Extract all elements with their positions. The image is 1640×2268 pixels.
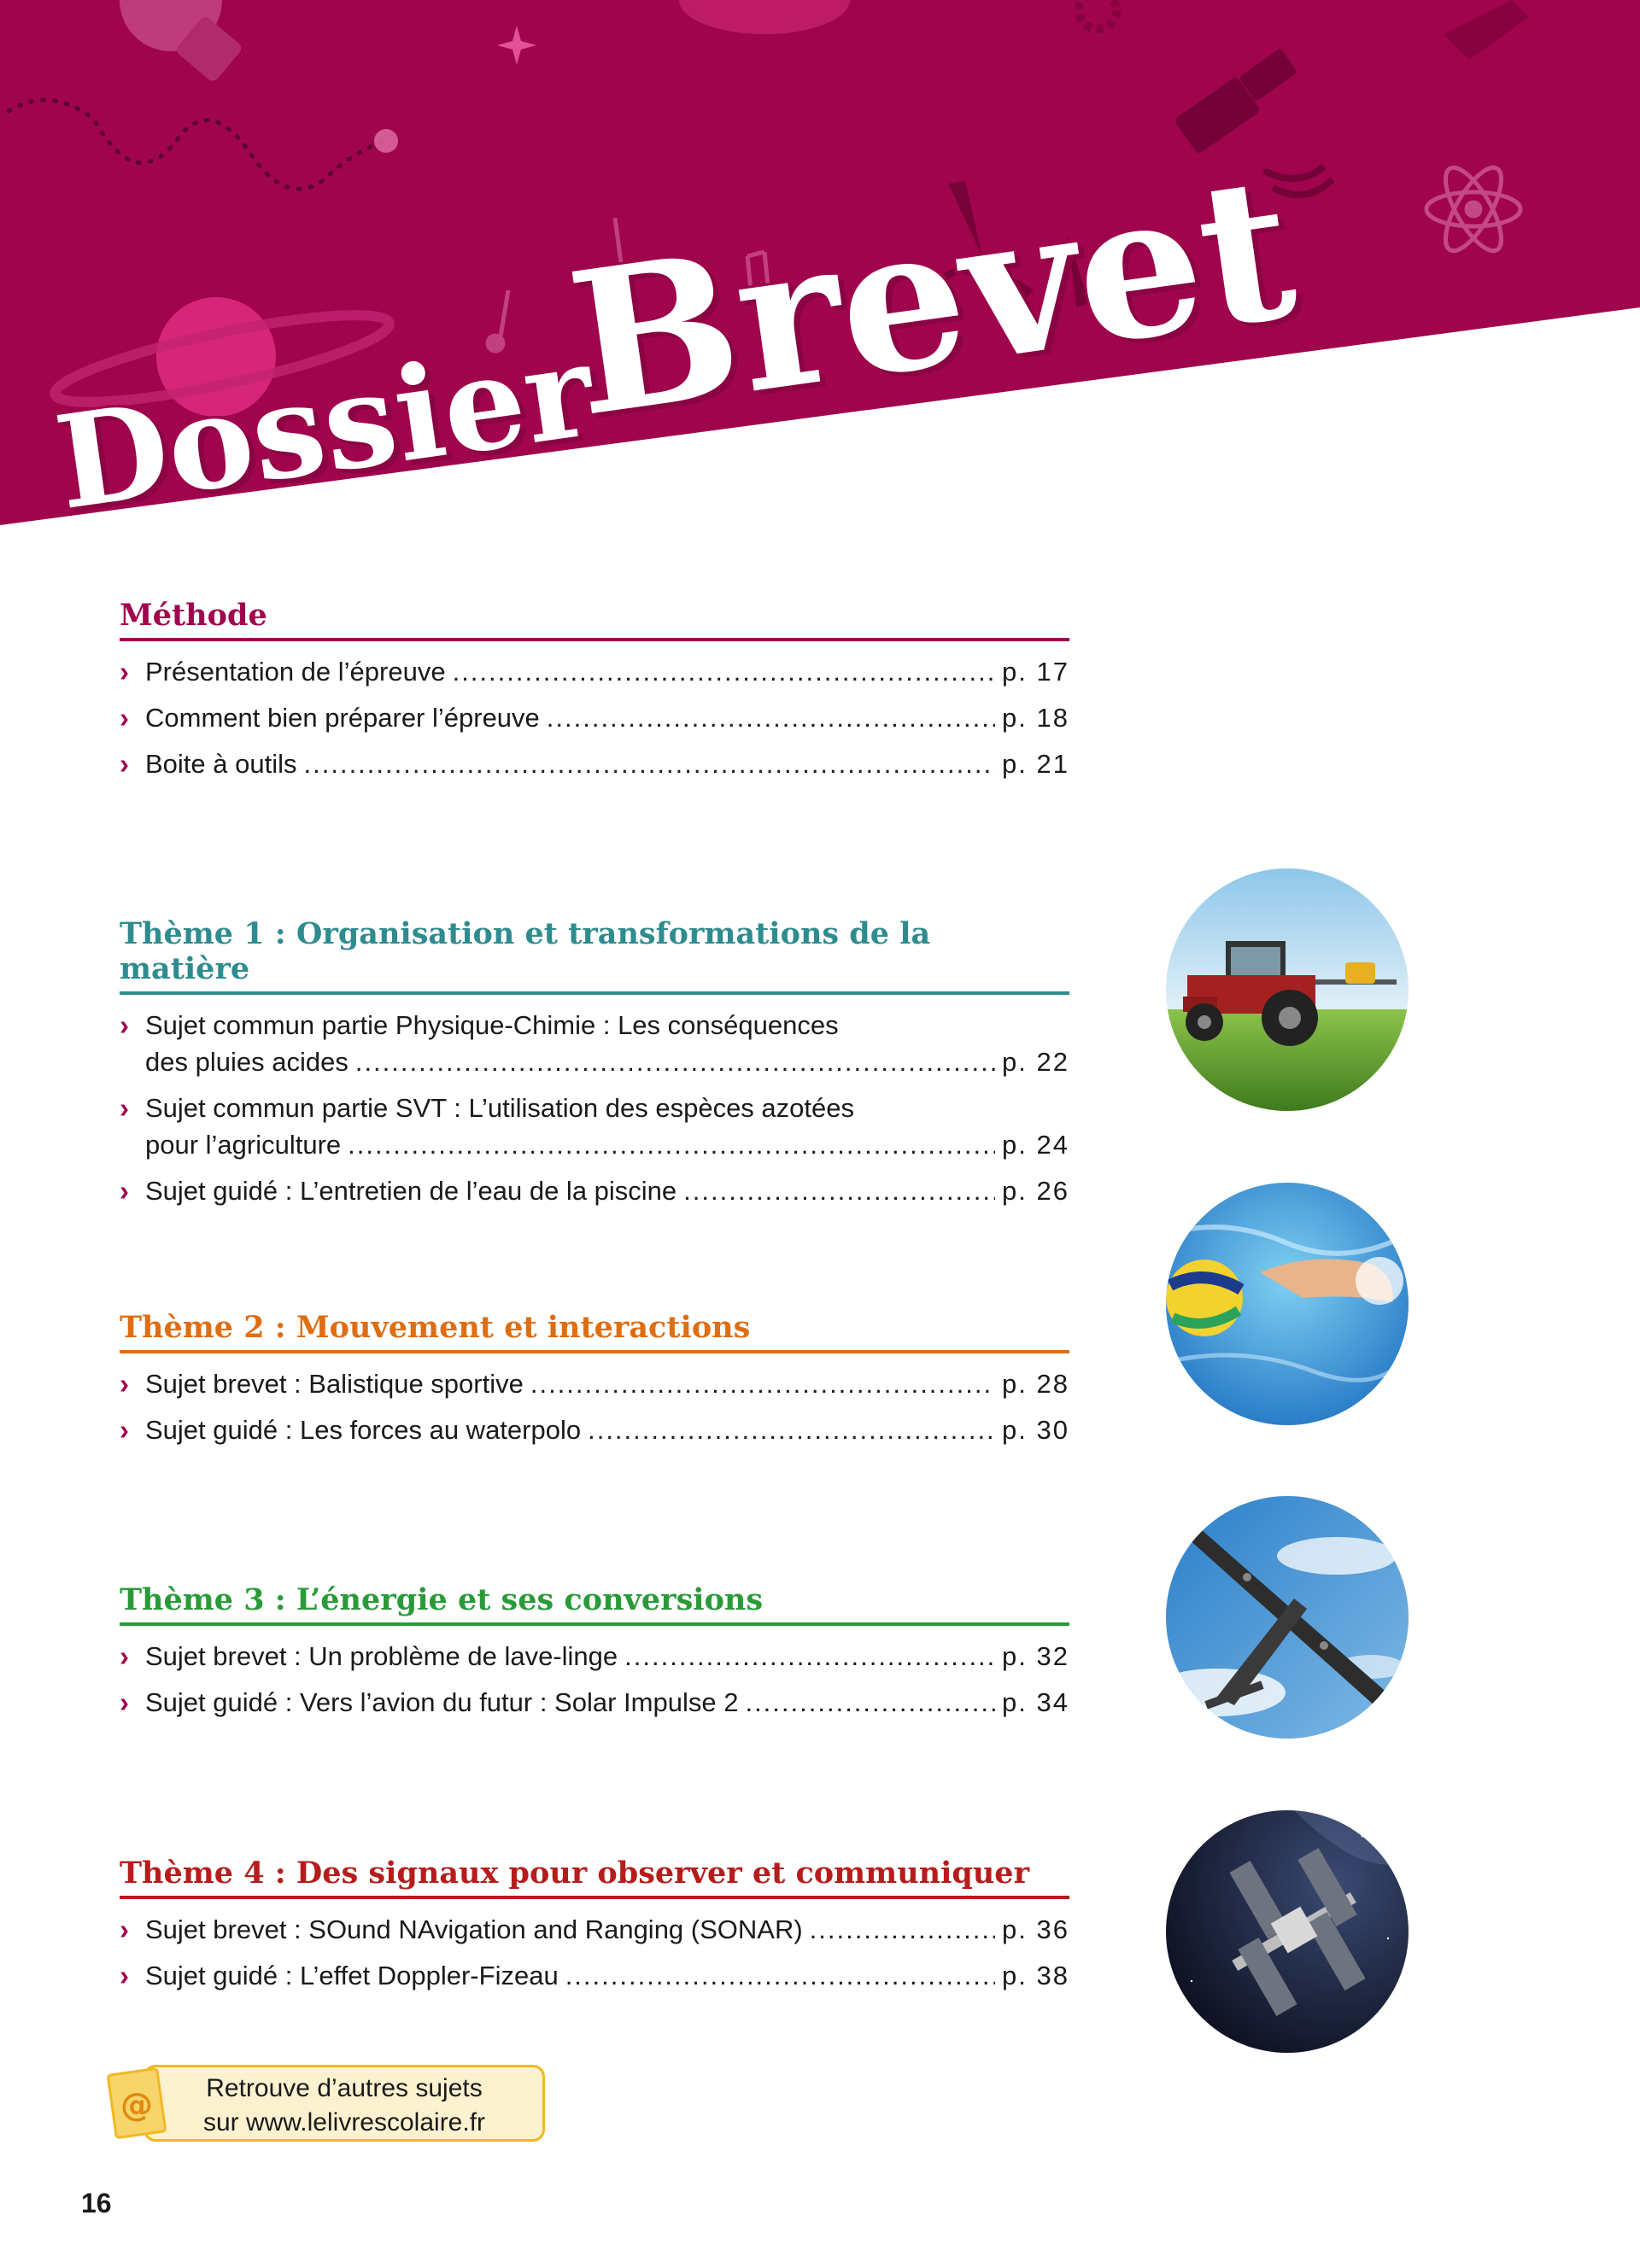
section-theme-4	[120, 1856, 1069, 2003]
section-theme-1	[120, 916, 1069, 1219]
callout-line-1: Retrouve d’autres sujets	[206, 2074, 483, 2102]
section-methode	[120, 598, 1069, 792]
page-ref: p. 21	[1002, 749, 1069, 779]
toc-entry: › Sujet brevet : SOund NAvigation and Ranging (SONAR) ..... p. 36	[120, 1911, 1069, 1948]
toc-entry: › Sujet guidé : L’effet Doppler-Fizeau ..... p. 38	[120, 1957, 1069, 1994]
chevron-right-icon: ›	[120, 1414, 129, 1446]
page-ref: p. 34	[1002, 1687, 1069, 1717]
page-ref: p. 30	[1002, 1415, 1069, 1445]
header-banner	[0, 0, 1640, 598]
page-ref: p. 28	[1002, 1369, 1069, 1399]
chevron-right-icon: ›	[120, 748, 129, 780]
page-ref: p. 24	[1002, 1130, 1069, 1160]
toc-entry: › Sujet guidé : Vers l’avion du futur : Solar Impulse 2 ..... p. 34	[120, 1684, 1069, 1721]
chevron-right-icon: ›	[120, 1640, 129, 1672]
section-title: Méthode	[120, 598, 267, 633]
section-rule	[120, 1350, 1069, 1353]
chevron-right-icon: ›	[120, 1914, 129, 1945]
section-title: Thème 4 : Des signaux pour observer et communiquer	[120, 1856, 1030, 1891]
toc-entry: › Sujet commun partie SVT : L’utilisation des espèces azotées pour l’agriculture ..... p. 24	[120, 1090, 1069, 1163]
section-rule	[120, 638, 1069, 641]
svg-text:@: @	[120, 2086, 153, 2124]
chevron-right-icon: ›	[120, 1092, 129, 1124]
chevron-right-icon: ›	[120, 1009, 129, 1041]
chevron-right-icon: ›	[120, 702, 129, 734]
section-theme-2	[120, 1310, 1069, 1458]
toc-entry: › Sujet brevet : Balistique sportive ..... p. 28	[120, 1365, 1069, 1402]
toc-entry: › Sujet brevet : Un problème de lave-linge ..... p. 32	[120, 1638, 1069, 1675]
page-ref: p. 22	[1002, 1047, 1069, 1077]
toc-entry: › Sujet commun partie Physique-Chimie : Les conséquences des pluies acides ..... p. 22	[120, 1007, 1069, 1080]
toc-entry: › Présentation de l’épreuve ..... p. 17	[120, 653, 1069, 690]
page-ref: p. 18	[1002, 703, 1069, 733]
section-theme-3	[120, 1582, 1069, 1730]
chevron-right-icon: ›	[120, 1686, 129, 1718]
title-dossier: Dossier	[47, 314, 602, 539]
page-ref: p. 26	[1002, 1176, 1069, 1206]
space-station-photo	[1166, 1810, 1409, 2053]
section-title: Thème 1 : Organisation et transformations de la matière	[120, 916, 931, 986]
section-title: Thème 3 : L’énergie et ses conversions	[120, 1582, 764, 1617]
at-sign-icon	[107, 2066, 167, 2140]
page-ref: p. 32	[1002, 1641, 1069, 1671]
title-brevet: Brevet	[557, 132, 1307, 461]
toc-entry: › Comment bien préparer l’épreuve ..... p. 18	[120, 699, 1069, 736]
toc-entry: › Sujet guidé : L’entretien de l’eau de la piscine ..... p. 26	[120, 1172, 1069, 1209]
tractor-photo	[1166, 868, 1409, 1111]
section-title: Thème 2 : Mouvement et interactions	[120, 1310, 751, 1345]
section-rule	[120, 1896, 1069, 1899]
page-ref: p. 17	[1002, 657, 1069, 687]
callout-line-2: sur www.lelivrescolaire.fr	[202, 2108, 486, 2136]
chevron-right-icon: ›	[120, 1960, 129, 1991]
page-number: 16	[81, 2188, 112, 2218]
section-rule	[120, 1622, 1069, 1626]
waterpolo-photo	[1166, 1183, 1409, 1425]
page-ref: p. 36	[1002, 1914, 1069, 1944]
chevron-right-icon: ›	[120, 656, 129, 687]
website-callout	[144, 2065, 545, 2142]
page-ref: p. 38	[1002, 1961, 1069, 1990]
solar-plane-photo	[1166, 1496, 1409, 1739]
chevron-right-icon: ›	[120, 1368, 129, 1400]
toc-entry: › Boite à outils ..... p. 21	[120, 745, 1069, 782]
chevron-right-icon: ›	[120, 1175, 129, 1207]
section-rule	[120, 991, 1069, 995]
toc-entry: › Sujet guidé : Les forces au waterpolo ..... p. 30	[120, 1412, 1069, 1448]
